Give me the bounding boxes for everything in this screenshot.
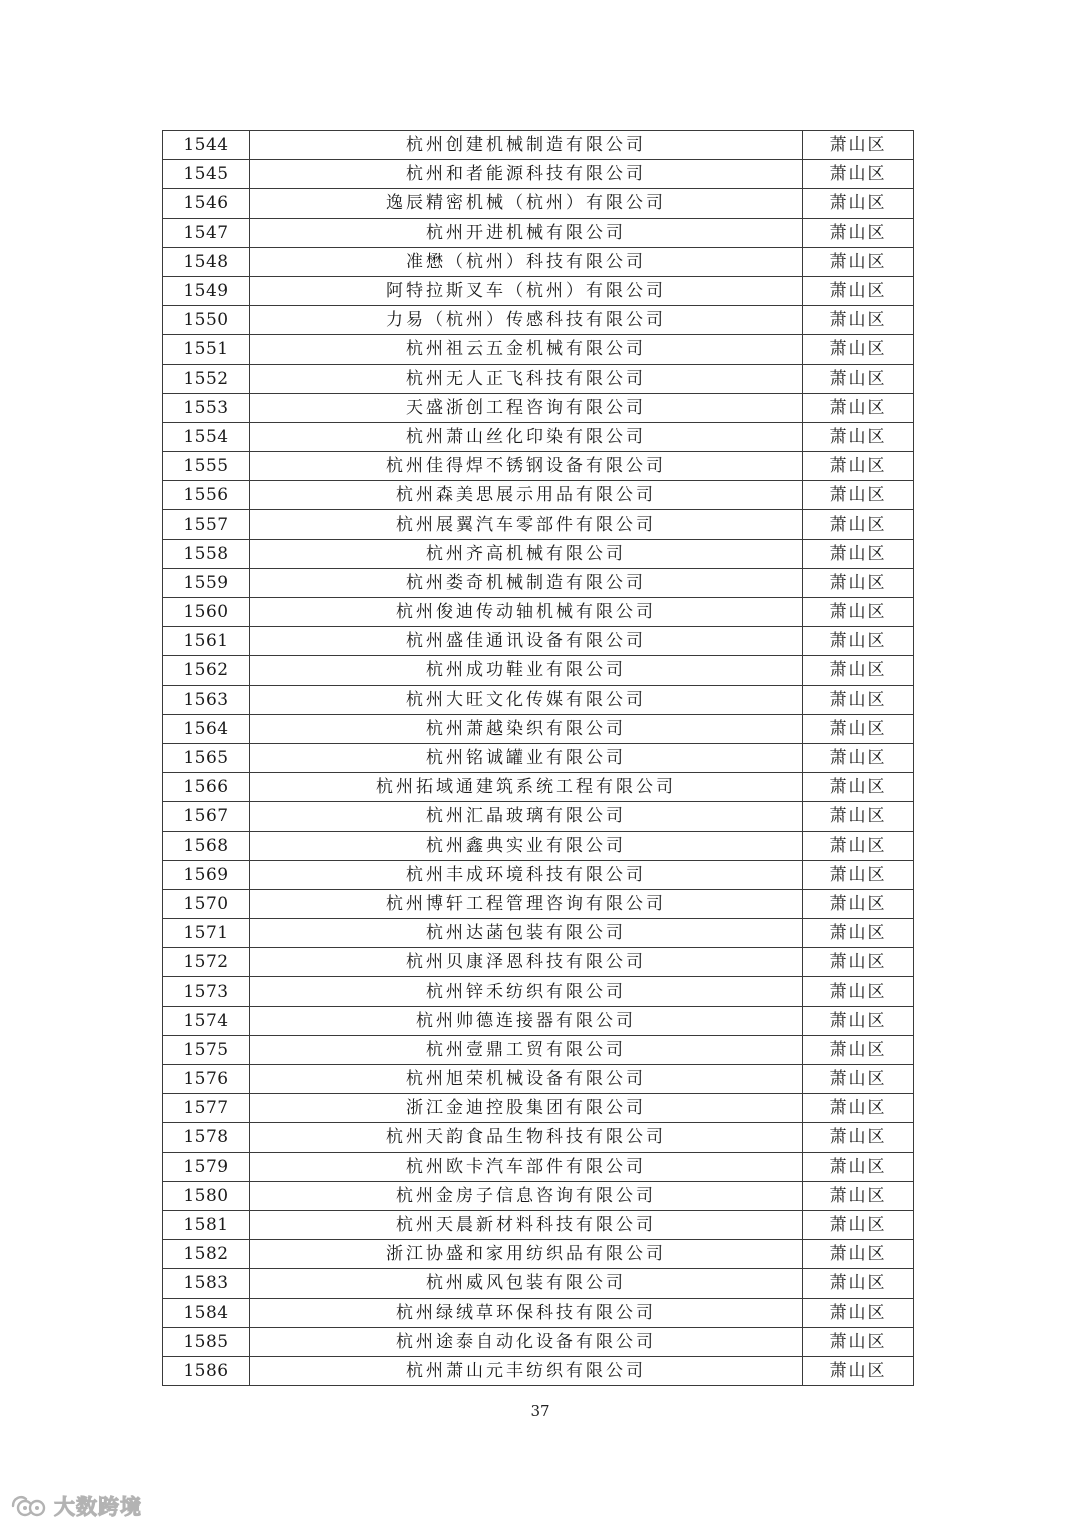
district-cell: 萧山区 bbox=[803, 510, 914, 539]
company-name-cell: 杭州锌禾纺织有限公司 bbox=[250, 977, 803, 1006]
company-name-cell: 逸辰精密机械（杭州）有限公司 bbox=[250, 189, 803, 218]
watermark-logo-icon bbox=[10, 1493, 48, 1519]
table-row bbox=[163, 131, 914, 160]
row-number-cell: 1553 bbox=[163, 393, 250, 422]
row-number-cell: 1558 bbox=[163, 539, 250, 568]
company-name-cell: 杭州途泰自动化设备有限公司 bbox=[250, 1327, 803, 1356]
district-cell: 萧山区 bbox=[803, 919, 914, 948]
company-name-cell: 杭州萧山丝化印染有限公司 bbox=[250, 422, 803, 451]
company-name-cell: 杭州娄奇机械制造有限公司 bbox=[250, 568, 803, 597]
company-name-cell: 杭州展翼汽车零部件有限公司 bbox=[250, 510, 803, 539]
district-cell: 萧山区 bbox=[803, 860, 914, 889]
district-cell: 萧山区 bbox=[803, 889, 914, 918]
row-number-cell: 1573 bbox=[163, 977, 250, 1006]
table-row bbox=[163, 539, 914, 568]
table-row bbox=[163, 1123, 914, 1152]
district-cell: 萧山区 bbox=[803, 1327, 914, 1356]
table-row bbox=[163, 919, 914, 948]
company-list-body bbox=[163, 131, 914, 1386]
table-row bbox=[163, 977, 914, 1006]
row-number-cell: 1556 bbox=[163, 481, 250, 510]
table-row bbox=[163, 422, 914, 451]
company-name-cell: 杭州丰成环境科技有限公司 bbox=[250, 860, 803, 889]
district-cell: 萧山区 bbox=[803, 1356, 914, 1385]
district-cell: 萧山区 bbox=[803, 1094, 914, 1123]
table-row bbox=[163, 773, 914, 802]
district-cell: 萧山区 bbox=[803, 276, 914, 305]
table-row bbox=[163, 1094, 914, 1123]
district-cell: 萧山区 bbox=[803, 1006, 914, 1035]
district-cell: 萧山区 bbox=[803, 831, 914, 860]
table-row bbox=[163, 831, 914, 860]
table-row bbox=[163, 802, 914, 831]
table-row bbox=[163, 568, 914, 597]
table-row bbox=[163, 247, 914, 276]
district-cell: 萧山区 bbox=[803, 1240, 914, 1269]
row-number-cell: 1585 bbox=[163, 1327, 250, 1356]
company-name-cell: 杭州达菡包装有限公司 bbox=[250, 919, 803, 948]
company-name-cell: 杭州拓域通建筑系统工程有限公司 bbox=[250, 773, 803, 802]
company-name-cell: 杭州天晨新材料科技有限公司 bbox=[250, 1210, 803, 1239]
company-name-cell: 杭州萧山元丰纺织有限公司 bbox=[250, 1356, 803, 1385]
district-cell: 萧山区 bbox=[803, 422, 914, 451]
row-number-cell: 1544 bbox=[163, 131, 250, 160]
company-name-cell: 杭州天韵食品生物科技有限公司 bbox=[250, 1123, 803, 1152]
company-name-cell: 杭州成功鞋业有限公司 bbox=[250, 656, 803, 685]
district-cell: 萧山区 bbox=[803, 481, 914, 510]
row-number-cell: 1570 bbox=[163, 889, 250, 918]
company-name-cell: 杭州金房子信息咨询有限公司 bbox=[250, 1181, 803, 1210]
district-cell: 萧山区 bbox=[803, 1298, 914, 1327]
company-name-cell: 杭州无人正飞科技有限公司 bbox=[250, 364, 803, 393]
row-number-cell: 1561 bbox=[163, 627, 250, 656]
company-name-cell: 力易（杭州）传感科技有限公司 bbox=[250, 306, 803, 335]
table-row bbox=[163, 1298, 914, 1327]
company-name-cell: 杭州祖云五金机械有限公司 bbox=[250, 335, 803, 364]
table-row bbox=[163, 948, 914, 977]
district-cell: 萧山区 bbox=[803, 1269, 914, 1298]
company-name-cell: 阿特拉斯叉车（杭州）有限公司 bbox=[250, 276, 803, 305]
table-row bbox=[163, 160, 914, 189]
table-row bbox=[163, 860, 914, 889]
company-name-cell: 杭州开进机械有限公司 bbox=[250, 218, 803, 247]
table-row bbox=[163, 364, 914, 393]
table-row bbox=[163, 598, 914, 627]
district-cell: 萧山区 bbox=[803, 802, 914, 831]
row-number-cell: 1586 bbox=[163, 1356, 250, 1385]
row-number-cell: 1580 bbox=[163, 1181, 250, 1210]
company-name-cell: 杭州齐高机械有限公司 bbox=[250, 539, 803, 568]
table-row bbox=[163, 743, 914, 772]
row-number-cell: 1572 bbox=[163, 948, 250, 977]
company-name-cell: 杭州帅德连接器有限公司 bbox=[250, 1006, 803, 1035]
company-name-cell: 杭州壹鼎工贸有限公司 bbox=[250, 1035, 803, 1064]
table-row bbox=[163, 1065, 914, 1094]
district-cell: 萧山区 bbox=[803, 1035, 914, 1064]
row-number-cell: 1574 bbox=[163, 1006, 250, 1035]
row-number-cell: 1548 bbox=[163, 247, 250, 276]
row-number-cell: 1549 bbox=[163, 276, 250, 305]
watermark bbox=[10, 1491, 142, 1521]
district-cell: 萧山区 bbox=[803, 364, 914, 393]
district-cell: 萧山区 bbox=[803, 656, 914, 685]
table-row bbox=[163, 1356, 914, 1385]
table-row bbox=[163, 1035, 914, 1064]
district-cell: 萧山区 bbox=[803, 1181, 914, 1210]
district-cell: 萧山区 bbox=[803, 1152, 914, 1181]
row-number-cell: 1566 bbox=[163, 773, 250, 802]
table-row bbox=[163, 1006, 914, 1035]
row-number-cell: 1576 bbox=[163, 1065, 250, 1094]
row-number-cell: 1567 bbox=[163, 802, 250, 831]
row-number-cell: 1583 bbox=[163, 1269, 250, 1298]
table-row bbox=[163, 685, 914, 714]
company-name-cell: 浙江协盛和家用纺织品有限公司 bbox=[250, 1240, 803, 1269]
row-number-cell: 1568 bbox=[163, 831, 250, 860]
company-name-cell: 杭州鑫典实业有限公司 bbox=[250, 831, 803, 860]
watermark-text: 大数跨境 bbox=[54, 1495, 142, 1519]
row-number-cell: 1554 bbox=[163, 422, 250, 451]
company-name-cell: 杭州萧越染织有限公司 bbox=[250, 714, 803, 743]
table-row bbox=[163, 218, 914, 247]
district-cell: 萧山区 bbox=[803, 218, 914, 247]
row-number-cell: 1560 bbox=[163, 598, 250, 627]
district-cell: 萧山区 bbox=[803, 568, 914, 597]
district-cell: 萧山区 bbox=[803, 189, 914, 218]
district-cell: 萧山区 bbox=[803, 306, 914, 335]
company-name-cell: 杭州威风包装有限公司 bbox=[250, 1269, 803, 1298]
table-row bbox=[163, 189, 914, 218]
district-cell: 萧山区 bbox=[803, 773, 914, 802]
company-name-cell: 杭州贝康泽恩科技有限公司 bbox=[250, 948, 803, 977]
company-name-cell: 杭州森美思展示用品有限公司 bbox=[250, 481, 803, 510]
district-cell: 萧山区 bbox=[803, 1210, 914, 1239]
district-cell: 萧山区 bbox=[803, 393, 914, 422]
row-number-cell: 1550 bbox=[163, 306, 250, 335]
district-cell: 萧山区 bbox=[803, 714, 914, 743]
company-name-cell: 杭州大旺文化传媒有限公司 bbox=[250, 685, 803, 714]
district-cell: 萧山区 bbox=[803, 452, 914, 481]
company-name-cell: 杭州佳得焊不锈钢设备有限公司 bbox=[250, 452, 803, 481]
district-cell: 萧山区 bbox=[803, 948, 914, 977]
company-name-cell: 杭州绿绒草环保科技有限公司 bbox=[250, 1298, 803, 1327]
district-cell: 萧山区 bbox=[803, 539, 914, 568]
table-row bbox=[163, 1240, 914, 1269]
table-row bbox=[163, 1210, 914, 1239]
row-number-cell: 1564 bbox=[163, 714, 250, 743]
row-number-cell: 1557 bbox=[163, 510, 250, 539]
table-row bbox=[163, 714, 914, 743]
row-number-cell: 1571 bbox=[163, 919, 250, 948]
row-number-cell: 1578 bbox=[163, 1123, 250, 1152]
row-number-cell: 1559 bbox=[163, 568, 250, 597]
district-cell: 萧山区 bbox=[803, 247, 914, 276]
district-cell: 萧山区 bbox=[803, 160, 914, 189]
district-cell: 萧山区 bbox=[803, 1123, 914, 1152]
page-number: 37 bbox=[530, 1402, 550, 1420]
district-cell: 萧山区 bbox=[803, 335, 914, 364]
row-number-cell: 1565 bbox=[163, 743, 250, 772]
table-row bbox=[163, 335, 914, 364]
district-cell: 萧山区 bbox=[803, 685, 914, 714]
company-name-cell: 浙江金迪控股集团有限公司 bbox=[250, 1094, 803, 1123]
district-cell: 萧山区 bbox=[803, 598, 914, 627]
company-name-cell: 杭州盛佳通讯设备有限公司 bbox=[250, 627, 803, 656]
row-number-cell: 1575 bbox=[163, 1035, 250, 1064]
row-number-cell: 1581 bbox=[163, 1210, 250, 1239]
row-number-cell: 1584 bbox=[163, 1298, 250, 1327]
row-number-cell: 1579 bbox=[163, 1152, 250, 1181]
table-row bbox=[163, 393, 914, 422]
row-number-cell: 1551 bbox=[163, 335, 250, 364]
row-number-cell: 1569 bbox=[163, 860, 250, 889]
table-row bbox=[163, 1152, 914, 1181]
table-row bbox=[163, 1181, 914, 1210]
table-row bbox=[163, 656, 914, 685]
row-number-cell: 1582 bbox=[163, 1240, 250, 1269]
company-name-cell: 杭州汇晶玻璃有限公司 bbox=[250, 802, 803, 831]
district-cell: 萧山区 bbox=[803, 627, 914, 656]
table-row bbox=[163, 510, 914, 539]
district-cell: 萧山区 bbox=[803, 743, 914, 772]
row-number-cell: 1555 bbox=[163, 452, 250, 481]
row-number-cell: 1577 bbox=[163, 1094, 250, 1123]
row-number-cell: 1552 bbox=[163, 364, 250, 393]
row-number-cell: 1547 bbox=[163, 218, 250, 247]
table-row bbox=[163, 481, 914, 510]
district-cell: 萧山区 bbox=[803, 1065, 914, 1094]
company-name-cell: 杭州旭荣机械设备有限公司 bbox=[250, 1065, 803, 1094]
district-cell: 萧山区 bbox=[803, 977, 914, 1006]
row-number-cell: 1545 bbox=[163, 160, 250, 189]
table-row bbox=[163, 452, 914, 481]
table-row bbox=[163, 276, 914, 305]
company-name-cell: 杭州和者能源科技有限公司 bbox=[250, 160, 803, 189]
row-number-cell: 1562 bbox=[163, 656, 250, 685]
company-list-table bbox=[162, 130, 914, 1386]
table-row bbox=[163, 627, 914, 656]
table-row bbox=[163, 306, 914, 335]
company-name-cell: 天盛浙创工程咨询有限公司 bbox=[250, 393, 803, 422]
district-cell: 萧山区 bbox=[803, 131, 914, 160]
company-name-cell: 杭州博轩工程管理咨询有限公司 bbox=[250, 889, 803, 918]
company-name-cell: 准懋（杭州）科技有限公司 bbox=[250, 247, 803, 276]
row-number-cell: 1563 bbox=[163, 685, 250, 714]
company-name-cell: 杭州铭诚罐业有限公司 bbox=[250, 743, 803, 772]
company-name-cell: 杭州欧卡汽车部件有限公司 bbox=[250, 1152, 803, 1181]
table-row bbox=[163, 889, 914, 918]
company-name-cell: 杭州创建机械制造有限公司 bbox=[250, 131, 803, 160]
table-row bbox=[163, 1269, 914, 1298]
table-row bbox=[163, 1327, 914, 1356]
company-name-cell: 杭州俊迪传动轴机械有限公司 bbox=[250, 598, 803, 627]
row-number-cell: 1546 bbox=[163, 189, 250, 218]
